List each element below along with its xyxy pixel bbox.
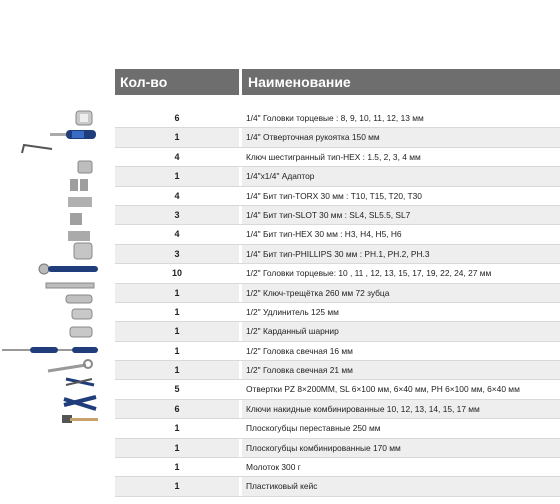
name-cell: 1/4" Отверточная рукоятка 150 мм <box>242 128 560 146</box>
qty-cell: 4 <box>174 151 180 162</box>
qty-cell: 6 <box>115 400 239 418</box>
qty-cell: 1 <box>115 439 239 457</box>
name-cell: Ключи накидные комбинированные 10, 12, 13, 14, 15, 17 мм <box>242 400 560 418</box>
qty-cell: 1 <box>115 322 239 340</box>
qty-cell: 6 <box>174 113 180 123</box>
qty-cell: 1 <box>174 306 180 317</box>
qty-cell: 1 <box>174 462 180 473</box>
qty-cell: 1 <box>174 423 180 434</box>
table-row <box>115 109 560 128</box>
adjustable-pliers-icon <box>66 379 94 385</box>
socket-icon <box>76 111 92 125</box>
name-cell: Пластиковый кейс <box>242 477 560 495</box>
qty-cell: 1 <box>115 128 239 146</box>
table-row <box>115 148 560 167</box>
table-row <box>115 245 560 264</box>
table-row <box>115 187 560 206</box>
name-cell: 1/4"х1/4" Адаптор <box>242 167 560 185</box>
name-cell: 1/4" Бит тип-TORX 30 мм : T10, T15, T20, T30 <box>246 190 422 201</box>
combination-pliers-icon <box>64 397 96 409</box>
qty-cell: 4 <box>174 190 180 201</box>
qty-cell: 1 <box>115 167 239 185</box>
torx-bit-icon <box>70 179 88 191</box>
adapter-icon <box>78 161 92 173</box>
name-cell: 1/2" Удлинитель 125 мм <box>246 306 339 317</box>
table-row <box>115 303 560 322</box>
name-cell: Отвертки PZ 8×200MM, SL 6×100 мм, 6×40 мм, PH 6×100 мм, 6×40 мм <box>246 384 520 395</box>
qty-cell: 1 <box>174 345 180 356</box>
qty-cell: 3 <box>115 206 239 224</box>
screwdriver-handle-icon <box>50 130 96 139</box>
qty-cell: 3 <box>115 245 239 263</box>
table-row <box>115 342 560 361</box>
name-cell: 1/2" Головка свечная 16 мм <box>246 345 353 356</box>
table-row <box>115 167 560 186</box>
combination-wrench-icon <box>48 360 92 371</box>
qty-cell: 1 <box>115 284 239 302</box>
name-cell: 1/4" Бит тип-PHILLIPS 30 мм : PH.1, PH.2, PH.3 <box>242 245 560 263</box>
qty-cell: 4 <box>174 229 180 240</box>
name-cell: 1/4" Бит тип-HEX 30 мм : H3, H4, H5, H6 <box>246 229 402 240</box>
name-cell: 1/2" Головки торцевые: 10 , 11 , 12, 13, 15, 17, 19, 22, 24, 27 мм <box>246 268 492 279</box>
table-row <box>115 400 560 419</box>
table-row <box>115 322 560 341</box>
name-cell: 1/2" Головка свечная 21 мм <box>242 361 560 379</box>
table-row <box>115 128 560 147</box>
hammer-icon <box>62 415 98 423</box>
ratchet-icon <box>39 264 98 274</box>
qty-cell: 1 <box>115 477 239 495</box>
name-cell: Плоскогубцы комбинированные 170 мм <box>242 439 560 457</box>
qty-cell: 10 <box>171 268 182 279</box>
items-table <box>115 109 560 497</box>
table-header <box>115 69 560 95</box>
name-cell: Молоток 300 г <box>246 462 301 473</box>
extension-icon <box>46 283 94 288</box>
table-row <box>115 361 560 380</box>
name-cell: Плоскогубцы переставные 250 мм <box>246 423 381 434</box>
hex-bit-icon <box>70 213 82 225</box>
name-cell: 1/2" Ключ-трещётка 260 мм 72 зубца <box>242 284 560 302</box>
slot-bit-icon <box>68 197 92 207</box>
large-socket-icon <box>74 243 92 259</box>
table-row <box>115 264 560 283</box>
qty-cell: 1 <box>115 361 239 379</box>
screwdrivers-icon <box>2 347 98 353</box>
table-row <box>115 380 560 399</box>
name-cell: 1/4" Бит тип-SLOT 30 мм : SL4, SL5.5, SL7 <box>242 206 560 224</box>
phillips-bit-icon <box>68 231 90 241</box>
universal-joint-icon <box>66 295 92 303</box>
tool-images-column <box>0 109 112 439</box>
qty-cell: 5 <box>174 384 180 395</box>
table-row <box>115 206 560 225</box>
table-row <box>115 477 560 496</box>
name-cell: Ключ шестигранный тип-HEX : 1.5, 2, 3, 4 мм <box>246 151 421 162</box>
table-row <box>115 284 560 303</box>
qty-column-header: Кол-во <box>115 69 239 95</box>
name-cell: 1/4" Головки торцевые : 8, 9, 10, 11, 12, 13 мм <box>246 113 424 123</box>
hex-key-icon <box>22 145 52 153</box>
name-cell: 1/2" Карданный шарнир <box>242 322 560 340</box>
table-row <box>115 225 560 244</box>
spark-plug-socket-icon <box>70 309 92 337</box>
table-row <box>115 439 560 458</box>
name-column-header: Наименование <box>242 69 560 95</box>
tool-images-svg <box>0 109 112 439</box>
table-row <box>115 458 560 477</box>
table-row <box>115 419 560 438</box>
